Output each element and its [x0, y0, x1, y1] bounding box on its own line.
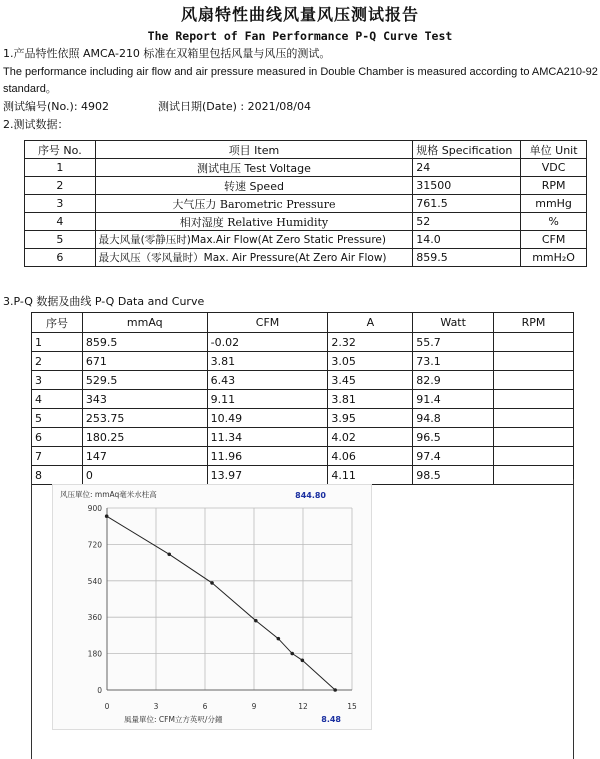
- spec-cell-value: 859.5: [413, 249, 521, 267]
- pq-cell-cfm: 11.34: [207, 428, 328, 447]
- spec-cell-no: 1: [25, 159, 96, 177]
- pq-cell-a: 4.06: [328, 447, 413, 466]
- y-tick-label: 900: [87, 504, 102, 513]
- pq-header-watt: Watt: [413, 313, 494, 333]
- pq-header-rpm: RPM: [494, 313, 574, 333]
- test-number: 测试编号(No.): 4902: [3, 100, 110, 113]
- spec-cell-item: 相对湿度 Relative Humidity: [95, 213, 413, 231]
- section-2-heading: 2.测试数据：: [3, 118, 69, 131]
- pq-header-cfm: CFM: [207, 313, 328, 333]
- pq-series-line: [107, 516, 336, 690]
- x-tick-label: 15: [347, 702, 357, 711]
- pq-cell-watt: 91.4: [413, 390, 494, 409]
- pq-cell-no: 4: [32, 390, 83, 409]
- spec-header-spec: 规格 Specification: [413, 141, 521, 159]
- spec-cell-value: 31500: [413, 177, 521, 195]
- test-date: 测试日期(Date) : 2021/08/04: [158, 100, 311, 113]
- pq-cell-mmaq: 859.5: [82, 333, 207, 352]
- spec-cell-value: 24: [413, 159, 521, 177]
- pq-cell-a: 3.95: [328, 409, 413, 428]
- pq-cell-no: 8: [32, 466, 83, 485]
- pq-data-point: [277, 637, 281, 641]
- spec-cell-no: 3: [25, 195, 96, 213]
- spec-cell-item: 大气压力 Barometric Pressure: [95, 195, 413, 213]
- spec-cell-unit: VDC: [521, 159, 587, 177]
- y-tick-label: 540: [87, 576, 102, 586]
- pq-cell-no: 6: [32, 428, 83, 447]
- pq-cell-a: 4.11: [328, 466, 413, 485]
- spec-cell-unit: mmHg: [521, 195, 587, 213]
- spec-cell-no: 5: [25, 231, 96, 249]
- pq-header-a: A: [328, 313, 413, 333]
- pq-cell-cfm: 3.81: [207, 352, 328, 371]
- y-readout-value: 844.80: [295, 491, 326, 500]
- y-tick-label: 720: [87, 540, 102, 550]
- pq-data-point: [333, 688, 337, 692]
- spec-cell-no: 2: [25, 177, 96, 195]
- pq-cell-mmaq: 147: [82, 447, 207, 466]
- x-axis-unit-label: 風量單位: CFM立方英呎/分鐘: [124, 715, 223, 724]
- x-tick-label: 0: [104, 702, 110, 711]
- x-tick-label: 6: [202, 702, 208, 711]
- spec-cell-unit: mmH₂O: [521, 249, 587, 267]
- y-tick-label: 0: [97, 686, 102, 695]
- pq-cell-cfm: 10.49: [207, 409, 328, 428]
- pq-cell-no: 2: [32, 352, 83, 371]
- pq-cell-a: 3.81: [328, 390, 413, 409]
- pq-cell-watt: 97.4: [413, 447, 494, 466]
- pq-cell-a: 3.05: [328, 352, 413, 371]
- x-tick-label: 3: [153, 702, 159, 711]
- pq-data-point: [301, 658, 305, 662]
- spec-cell-value: 761.5: [413, 195, 521, 213]
- pq-cell-watt: 73.1: [413, 352, 494, 371]
- section-3-heading: 3.P-Q 数据及曲线 P-Q Data and Curve: [3, 295, 205, 308]
- pq-cell-a: 2.32: [328, 333, 413, 352]
- pq-header-no: 序号: [32, 313, 83, 333]
- spec-cell-item: 最大风压（零风量时）Max. Air Pressure(At Zero Air Flow): [95, 249, 413, 267]
- pq-cell-watt: 82.9: [413, 371, 494, 390]
- pq-cell-no: 5: [32, 409, 83, 428]
- spec-cell-unit: CFM: [521, 231, 587, 249]
- pq-data-point: [254, 619, 258, 623]
- pq-cell-mmaq: 343: [82, 390, 207, 409]
- pq-cell-cfm: 11.96: [207, 447, 328, 466]
- pq-cell-no: 7: [32, 447, 83, 466]
- y-axis-unit-label: 风压單位: mmAq毫米水柱高: [60, 490, 157, 499]
- pq-cell-cfm: 9.11: [207, 390, 328, 409]
- y-tick-label: 360: [87, 613, 102, 623]
- intro-line-cn: 1.产品特性依照 AMCA-210 标准在双箱里包括风量与风压的测试。: [3, 47, 331, 60]
- pq-cell-cfm: 6.43: [207, 371, 328, 390]
- pq-cell-no: 1: [32, 333, 83, 352]
- pq-cell-watt: 96.5: [413, 428, 494, 447]
- pq-cell-mmaq: 0: [82, 466, 207, 485]
- pq-data-point: [167, 553, 171, 557]
- pq-cell-cfm: 13.97: [207, 466, 328, 485]
- pq-cell-watt: 94.8: [413, 409, 494, 428]
- spec-header-no: 序号 No.: [25, 141, 96, 159]
- spec-cell-item: 测试电压 Test Voltage: [95, 159, 413, 177]
- report-subtitle: The Report of Fan Performance P-Q Curve Test: [147, 29, 453, 43]
- pq-data-point: [210, 581, 214, 585]
- pq-data-point: [290, 652, 294, 656]
- spec-header-item: 项目 Item: [95, 141, 413, 159]
- spec-cell-item: 最大风量(零静压时)Max.Air Flow(At Zero Static Pressure): [95, 231, 413, 249]
- pq-data-point: [105, 514, 109, 518]
- pq-cell-mmaq: 253.75: [82, 409, 207, 428]
- x-readout-value: 8.48: [321, 715, 341, 724]
- report-title: 风扇特性曲线风量风压测试报告: [180, 5, 419, 24]
- spec-cell-unit: RPM: [521, 177, 587, 195]
- spec-header-unit: 单位 Unit: [521, 141, 587, 159]
- x-tick-label: 9: [251, 702, 257, 711]
- intro-line-en: The performance including air flow and air pressure measured in Double Chamber is measured according to AMCA210-92 standard。: [3, 66, 598, 95]
- pq-cell-mmaq: 180.25: [82, 428, 207, 447]
- x-tick-label: 12: [298, 702, 308, 711]
- spec-cell-value: 52: [413, 213, 521, 231]
- pq-cell-mmaq: 671: [82, 352, 207, 371]
- spec-cell-no: 4: [25, 213, 96, 231]
- pq-cell-a: 3.45: [328, 371, 413, 390]
- pq-cell-no: 3: [32, 371, 83, 390]
- y-tick-label: 180: [87, 649, 102, 659]
- spec-cell-value: 14.0: [413, 231, 521, 249]
- pq-header-mmaq: mmAq: [82, 313, 207, 333]
- pq-cell-mmaq: 529.5: [82, 371, 207, 390]
- pq-cell-cfm: -0.02: [207, 333, 328, 352]
- spec-cell-no: 6: [25, 249, 96, 267]
- spec-cell-unit: %: [521, 213, 587, 231]
- spec-cell-item: 转速 Speed: [95, 177, 413, 195]
- pq-cell-watt: 98.5: [413, 466, 494, 485]
- pq-cell-a: 4.02: [328, 428, 413, 447]
- pq-cell-watt: 55.7: [413, 333, 494, 352]
